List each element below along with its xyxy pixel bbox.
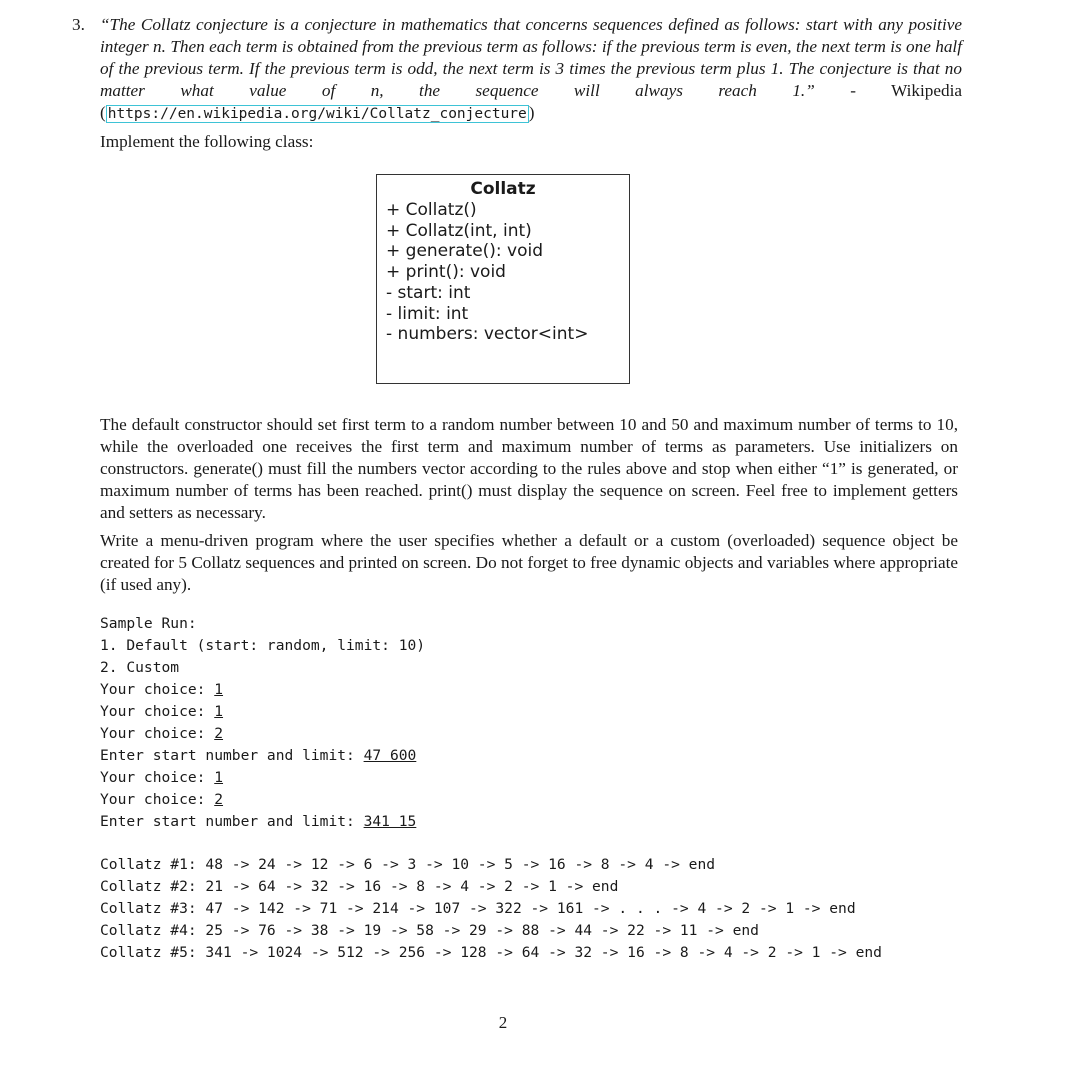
problem-statement [72, 14, 962, 159]
uml-class-diagram [376, 174, 630, 384]
choice-prompt: Your choice: [100, 703, 215, 720]
user-input: 1 [214, 703, 224, 720]
requirements [100, 414, 958, 602]
output-line: Collatz #5: 341 -> 1024 -> 512 -> 256 -> 128 -> 64 -> 32 -> 16 -> 8 -> 4 -> 2 -> 1 -> end [100, 944, 882, 961]
uml-member: + Collatz(int, int) [386, 220, 532, 241]
wikipedia-link[interactable]: https://en.wikipedia.org/wiki/Collatz_conjecture [107, 106, 527, 122]
choice-prompt: Your choice: [100, 791, 215, 808]
menu-option: 1. Default (start: random, limit: 10) [100, 637, 426, 654]
uml-class-name: Collatz [470, 179, 536, 199]
user-input: 47 600 [363, 747, 417, 764]
url-close: ) [528, 103, 535, 122]
menu-option: 2. Custom [100, 659, 180, 676]
uml-member: + Collatz() [386, 200, 477, 220]
uml-member: - start: int [386, 282, 471, 303]
quote-source: - Wikipedia ( [100, 81, 962, 122]
custom-prompt: Enter start number and limit: [100, 813, 364, 830]
user-input: 2 [214, 791, 224, 808]
user-input: 1 [214, 681, 224, 698]
choice-prompt: Your choice: [100, 725, 215, 742]
choice-prompt: Your choice: [100, 681, 215, 698]
problem-quote-paragraph [100, 14, 962, 125]
sample-output [100, 854, 882, 964]
collatz-quote: “The Collatz conjecture is a conjecture in mathematics that concerns sequences defined as follows: start with any positive integer n. Then each term is obtained from the previous term as follows: if the previous term is even, the next term is one half of the previous term. If the previous term is odd, the next term is 3 times the previous term plus 1. The conjecture is that no matter what value of n, the sequence will always reach 1.” [100, 15, 962, 100]
output-line: Collatz #1: 48 -> 24 -> 12 -> 6 -> 3 -> 10 -> 5 -> 16 -> 8 -> 4 -> end [100, 856, 716, 873]
requirements-paragraph-2: Write a menu-driven program where the user specifies whether a default or a custom (overloaded) sequence object be created for 5 Collatz sequences and printed on screen. Do not forget to free dynamic objects and variables where appropriate (if used any). [100, 531, 958, 594]
uml-member: - numbers: vector<int> [386, 324, 589, 345]
uml-member: + generate(): void [386, 241, 544, 262]
choice-prompt: Your choice: [100, 769, 215, 786]
user-input: 341 15 [363, 813, 417, 830]
uml-member: - limit: int [386, 303, 469, 324]
uml-member: + print(): void [386, 262, 506, 283]
user-input: 1 [214, 769, 224, 786]
sample-run-header: Sample Run: [100, 615, 197, 632]
output-line: Collatz #2: 21 -> 64 -> 32 -> 16 -> 8 -> 4 -> 2 -> 1 -> end [100, 878, 619, 895]
requirements-paragraph-1: The default constructor should set first term to a random number between 10 and 50 and maximum number of terms to 10, while the overloaded one receives the first term and maximum number of terms as parameters. Use initializers on constructors. generate() must fill the numbers vector according to the rules above and stop when either “1” is generated, or maximum number of terms has been reached. print() must display the sequence on screen. Feel free to implement getters and setters as necessary. [100, 415, 958, 522]
problem-number: 3. [72, 15, 85, 34]
instruction: Implement the following class: [100, 132, 314, 151]
output-line: Collatz #3: 47 -> 142 -> 71 -> 214 -> 107 -> 322 -> 161 -> . . . -> 4 -> 2 -> 1 -> end [100, 900, 856, 917]
custom-prompt: Enter start number and limit: [100, 747, 364, 764]
page-number: 2 [498, 1013, 508, 1032]
sample-run [100, 613, 425, 833]
user-input: 2 [214, 725, 224, 742]
output-line: Collatz #4: 25 -> 76 -> 38 -> 19 -> 58 -> 29 -> 88 -> 44 -> 22 -> 11 -> end [100, 922, 759, 939]
